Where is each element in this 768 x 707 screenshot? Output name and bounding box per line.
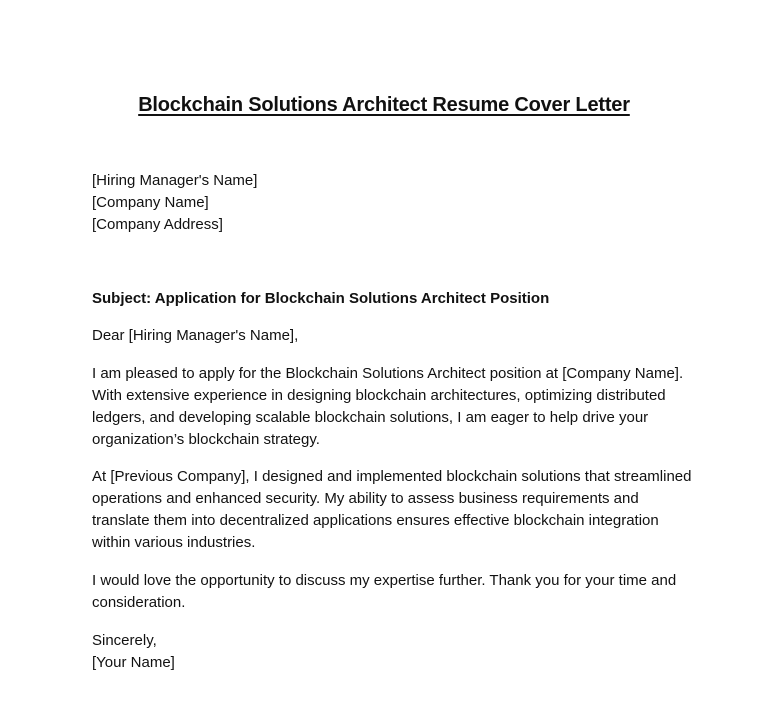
signature-name: [Your Name] bbox=[92, 654, 175, 671]
closing-block bbox=[92, 630, 692, 674]
recipient-company-name: [Company Name] bbox=[92, 194, 209, 211]
recipient-manager-name: [Hiring Manager's Name] bbox=[92, 172, 258, 189]
document-title: Blockchain Solutions Architect Resume Cover Letter bbox=[138, 94, 630, 116]
body-paragraph-1 bbox=[92, 363, 692, 451]
subject-line: Subject: Application for Blockchain Solutions Architect Position bbox=[92, 290, 550, 307]
recipient-company-address: [Company Address] bbox=[92, 216, 223, 233]
recipient-address-block bbox=[92, 170, 692, 236]
body-paragraph-2 bbox=[92, 466, 692, 554]
closing-line: Sincerely, bbox=[92, 632, 157, 649]
paragraph-text: I am pleased to apply for the Blockchain Solutions Architect position at [Company Name]. With extensive experience in designing blockchain architectures, optimizing distributed ledgers, and developing scalable blockchain solutions, I am eager to help drive your organization’s blockchain strategy. bbox=[92, 365, 684, 448]
salutation: Dear [Hiring Manager's Name], bbox=[92, 327, 299, 344]
paragraph-text: I would love the opportunity to discuss my expertise further. Thank you for your time and consideration. bbox=[92, 572, 677, 611]
paragraph-text: At [Previous Company], I designed and implemented blockchain solutions that streamlined operations and enhanced security. My ability to assess business requirements and translate them into decentralized applications ensures effective blockchain integration within various industries. bbox=[92, 468, 692, 551]
body-paragraph-3 bbox=[92, 570, 692, 614]
